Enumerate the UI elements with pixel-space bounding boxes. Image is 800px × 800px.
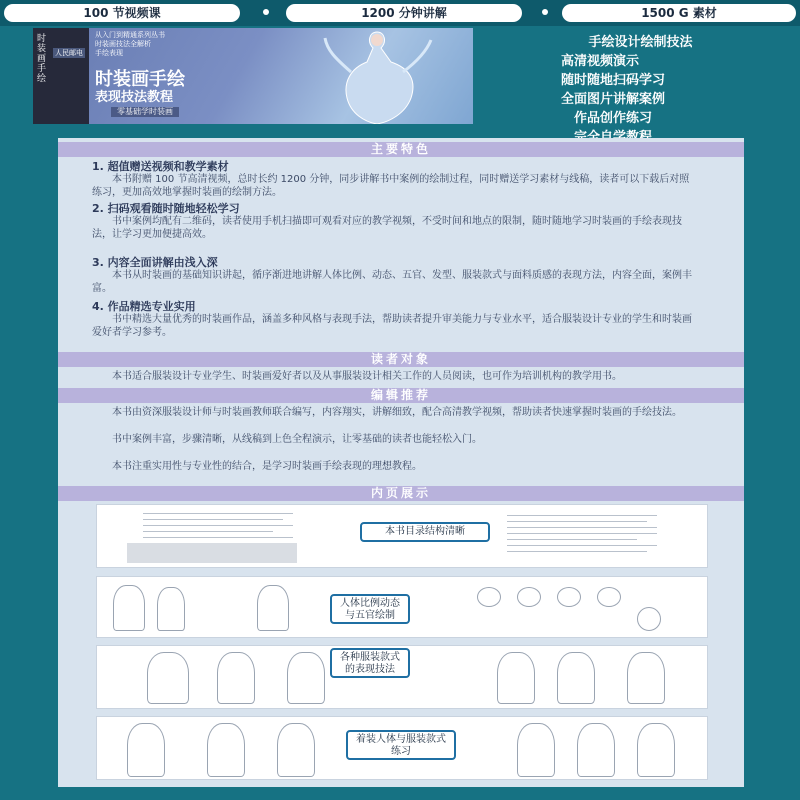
sketch-face (637, 607, 661, 631)
cover-subtitle: 表现技法教程 (95, 90, 174, 105)
section-header-recommend: 编辑推荐 (58, 388, 744, 403)
feature-item: 高清视频演示 (560, 54, 639, 69)
feature-body: 书中精选大量优秀的时装画作品，涵盖多种风格与表现手法，帮助读者提升审美能力与专业水平，适合服装设计专业的学生和时装画爱好者学习参考。 (92, 314, 692, 338)
preview-callout: 各种服装款式的表现技法 (330, 648, 410, 678)
feature-title: 3. 内容全面讲解由浅入深 (92, 256, 218, 269)
toc-line (507, 533, 657, 534)
sketch-garment (287, 652, 325, 704)
preview-callout: 人体比例动态与五官绘制 (330, 594, 410, 624)
spine-title: 时装画手绘 (37, 34, 47, 84)
feature-body: 本书附赠 100 节高清视频，总时长约 1200 分钟，同步讲解书中案例的绘制过程，同时赠送学习素材与线稿，读者可以下载后对照练习，更加高效地掌握时装画的绘制方法。 (92, 174, 690, 198)
feature-title: 4. 作品精选专业实用 (92, 300, 196, 313)
sketch-face (517, 587, 541, 607)
sketch-figure (577, 723, 615, 777)
feature-body: 书中案例均配有二维码，读者使用手机扫描即可观看对应的教学视频，不受时间和地点的限制，随时随地学习时装画的手绘表现技法，让学习更加便捷高效。 (92, 216, 682, 240)
feature-title: 2. 扫码观看随时随地轻松学习 (92, 202, 240, 215)
toc-line (507, 521, 647, 522)
sketch-garment (147, 652, 189, 704)
toc-line (143, 513, 293, 514)
toc-line (143, 537, 293, 538)
toc-line (143, 525, 293, 526)
cover-top-line: 手绘表现 (95, 49, 123, 57)
sketch-figure (517, 723, 555, 777)
cover-title: 时装画手绘 (95, 69, 185, 90)
toc-line (143, 519, 283, 520)
feature-item: 随时随地扫码学习 (560, 73, 665, 88)
feature-item: 全面图片讲解案例 (560, 92, 665, 107)
banner-pill-videos: 100 节视频课 (4, 4, 240, 22)
cover-top-line: 时装画技法全解析 (95, 40, 151, 48)
cover-tagline: 零基础学时装画 (111, 107, 179, 117)
sketch-figure (157, 587, 185, 631)
fashion-figure-illustration (321, 28, 433, 124)
banner-separator-dot (542, 9, 548, 15)
toc-image-strip (127, 543, 297, 563)
spine-brand: 人民邮电 (55, 49, 83, 57)
sketch-figure (257, 585, 289, 631)
top-banner (0, 0, 800, 26)
book-cover-image (33, 28, 473, 124)
sketch-face (557, 587, 581, 607)
sketch-figure (207, 723, 245, 777)
sketch-garment (557, 652, 595, 704)
sketch-figure (113, 585, 145, 631)
section-header-audience: 读者对象 (58, 352, 744, 367)
section-header-features: 主要特色 (58, 142, 744, 157)
sketch-face (477, 587, 501, 607)
toc-line (507, 551, 647, 552)
feature-item: 作品创作练习 (573, 111, 652, 126)
recommend-text: 本书注重实用性与专业性的结合，是学习时装画手绘表现的理想教程。 (112, 461, 422, 472)
toc-line (507, 515, 657, 516)
banner-pill-materials: 1500 G 素材 (562, 4, 796, 22)
sketch-face (597, 587, 621, 607)
toc-line (507, 539, 637, 540)
sketch-garment (217, 652, 255, 704)
banner-pill-minutes: 1200 分钟讲解 (286, 4, 522, 22)
book-spine (33, 28, 89, 124)
preview-callout: 本书目录结构清晰 (360, 522, 490, 542)
feature-body: 本书从时装画的基础知识讲起，循序渐进地讲解人体比例、动态、五官、发型、服装款式与面料质感的表现方法，内容全面，案例丰富。 (92, 270, 692, 294)
sketch-figure (277, 723, 315, 777)
sketch-garment (497, 652, 535, 704)
feature-item: 手绘设计绘制技法 (588, 35, 693, 50)
preview-callout: 着装人体与服装款式练习 (346, 730, 456, 760)
feature-title: 1. 超值赠送视频和教学素材 (92, 160, 229, 173)
audience-text: 本书适合服装设计专业学生、时装画爱好者以及从事服装设计相关工作的人员阅读，也可作为培训机构的教学用书。 (112, 371, 622, 382)
toc-line (507, 545, 657, 546)
recommend-text: 本书由资深服装设计师与时装画教师联合编写，内容翔实，讲解细致，配合高清教学视频，帮助读者快速掌握时装画的手绘技法。 (112, 407, 682, 418)
toc-line (507, 527, 657, 528)
sketch-garment (627, 652, 665, 704)
sketch-figure (637, 723, 675, 777)
sketch-figure (127, 723, 165, 777)
book-front-cover (89, 28, 473, 124)
section-header-preview: 内页展示 (58, 486, 744, 501)
banner-separator-dot (263, 9, 269, 15)
recommend-text: 书中案例丰富，步骤清晰，从线稿到上色全程演示，让零基础的读者也能轻松入门。 (112, 434, 482, 445)
toc-line (143, 531, 273, 532)
cover-top-line: 从入门到精通系列丛书 (95, 31, 165, 39)
